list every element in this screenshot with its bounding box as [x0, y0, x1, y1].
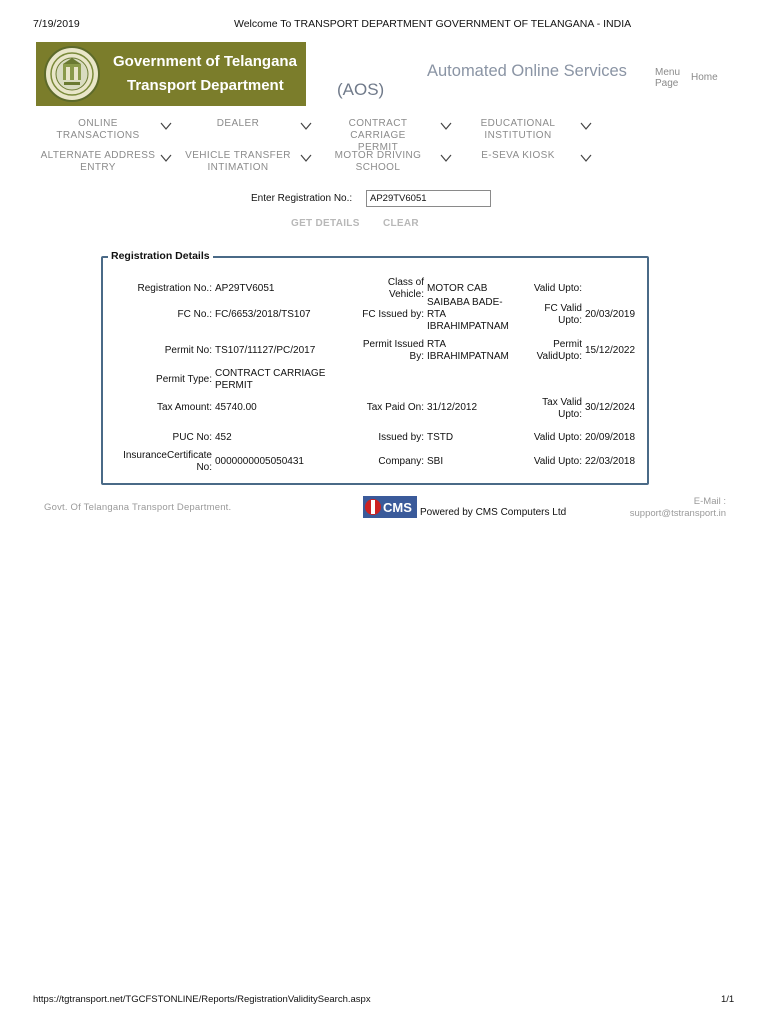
get-details-button[interactable]: GET DETAILS [291, 218, 360, 229]
print-page-number: 1/1 [721, 994, 735, 1005]
detail-label: Valid Upto: [533, 283, 582, 294]
nav-item[interactable]: ALTERNATE ADDRESS ENTRY [40, 150, 156, 173]
chevron-down-icon[interactable] [580, 122, 592, 130]
chevron-down-icon[interactable] [440, 154, 452, 162]
home-link[interactable]: Home [691, 72, 718, 83]
nav-item[interactable]: EDUCATIONAL INSTITUTION [480, 118, 556, 141]
detail-label: Class of Vehicle: [387, 277, 424, 300]
chevron-down-icon[interactable] [160, 154, 172, 162]
banner-title-line1: Government of Telangana [113, 53, 297, 70]
detail-label: PUC No: [172, 432, 212, 443]
chevron-down-icon[interactable] [160, 122, 172, 130]
detail-label: Tax Valid Upto: [542, 397, 582, 420]
nav-item[interactable]: E-SEVA KIOSK [481, 150, 555, 161]
detail-label: FC Valid Upto: [544, 303, 582, 326]
detail-label: Permit Type: [156, 374, 212, 385]
nav-item[interactable]: CONTRACT CARRIAGE PERMIT [348, 118, 408, 153]
detail-value: RTA IBRAHIMPATNAM [427, 339, 509, 362]
footer-email [620, 496, 726, 520]
detail-value: CONTRACT CARRIAGE PERMIT [215, 368, 326, 391]
detail-label: FC No.: [177, 309, 212, 320]
chevron-down-icon[interactable] [440, 122, 452, 130]
detail-label: Permit Issued By: [362, 339, 424, 362]
chevron-down-icon[interactable] [580, 154, 592, 162]
detail-value: FC/6653/2018/TS107 [215, 309, 311, 320]
detail-value: TSTD [427, 432, 454, 443]
detail-value: 452 [215, 432, 232, 443]
detail-value: 20/09/2018 [585, 432, 636, 443]
detail-label: Permit ValidUpto: [536, 339, 582, 362]
detail-value: SAIBABA BADE- RTA IBRAHIMPATNAM [427, 297, 509, 332]
registration-input[interactable] [366, 190, 491, 207]
detail-label: Tax Amount: [156, 402, 212, 413]
nav-item[interactable]: MOTOR DRIVING SCHOOL [334, 150, 422, 173]
detail-value: 15/12/2022 [585, 345, 636, 356]
powered-by-text: Powered by CMS Computers Ltd [420, 507, 567, 518]
email-label: E-Mail : [693, 496, 726, 507]
registration-details-legend: Registration Details [108, 250, 213, 262]
nav-item[interactable]: DEALER [216, 118, 260, 129]
banner-title-line2: Transport Department [127, 77, 284, 94]
email-link[interactable]: support@tstransport.in [629, 508, 726, 519]
clear-button[interactable]: CLEAR [383, 218, 419, 229]
detail-label: Valid Upto: [533, 456, 582, 467]
chevron-down-icon[interactable] [300, 154, 312, 162]
detail-value: 20/03/2019 [585, 309, 636, 320]
telangana-emblem-icon [39, 45, 105, 103]
aos-label: (AOS) [337, 80, 385, 99]
detail-label: Company: [378, 456, 424, 467]
detail-label: Tax Paid On: [366, 402, 424, 413]
detail-value: MOTOR CAB [427, 283, 488, 294]
site-title: Automated Online Services [427, 62, 627, 80]
nav-item[interactable]: VEHICLE TRANSFER INTIMATION [185, 150, 291, 173]
detail-value: TS107/11127/PC/2017 [215, 345, 316, 356]
detail-label: Registration No.: [137, 283, 212, 294]
detail-value: SBI [427, 456, 444, 467]
detail-value: 0000000005050431 [215, 456, 304, 467]
detail-value: 45740.00 [215, 402, 257, 413]
detail-value: 31/12/2012 [427, 402, 478, 413]
nav-item[interactable]: ONLINE TRANSACTIONS [56, 118, 140, 141]
chevron-down-icon[interactable] [300, 122, 312, 130]
department-banner[interactable] [36, 42, 306, 106]
cms-logo-text: CMS [383, 500, 412, 515]
detail-value: AP29TV6051 [215, 283, 275, 294]
detail-label: Issued by: [378, 432, 424, 443]
detail-label: InsuranceCertificate No: [123, 450, 212, 473]
detail-value: 22/03/2018 [585, 456, 636, 467]
menu-page-link[interactable]: Menu Page [655, 67, 681, 89]
footer-department: Govt. Of Telangana Transport Department. [44, 502, 232, 513]
detail-value: 30/12/2024 [585, 402, 636, 413]
print-url: https://tgtransport.net/TGCFSTONLINE/Reports/RegistrationValiditySearch.aspx [33, 994, 371, 1005]
detail-label: Permit No: [164, 345, 212, 356]
print-date: 7/19/2019 [33, 18, 80, 30]
print-title: Welcome To TRANSPORT DEPARTMENT GOVERNMENT OF TELANGANA - INDIA [234, 18, 632, 30]
detail-label: Valid Upto: [533, 432, 582, 443]
cms-logo-icon[interactable] [363, 496, 417, 518]
registration-label: Enter Registration No.: [251, 193, 353, 204]
detail-label: FC Issued by: [362, 309, 424, 320]
